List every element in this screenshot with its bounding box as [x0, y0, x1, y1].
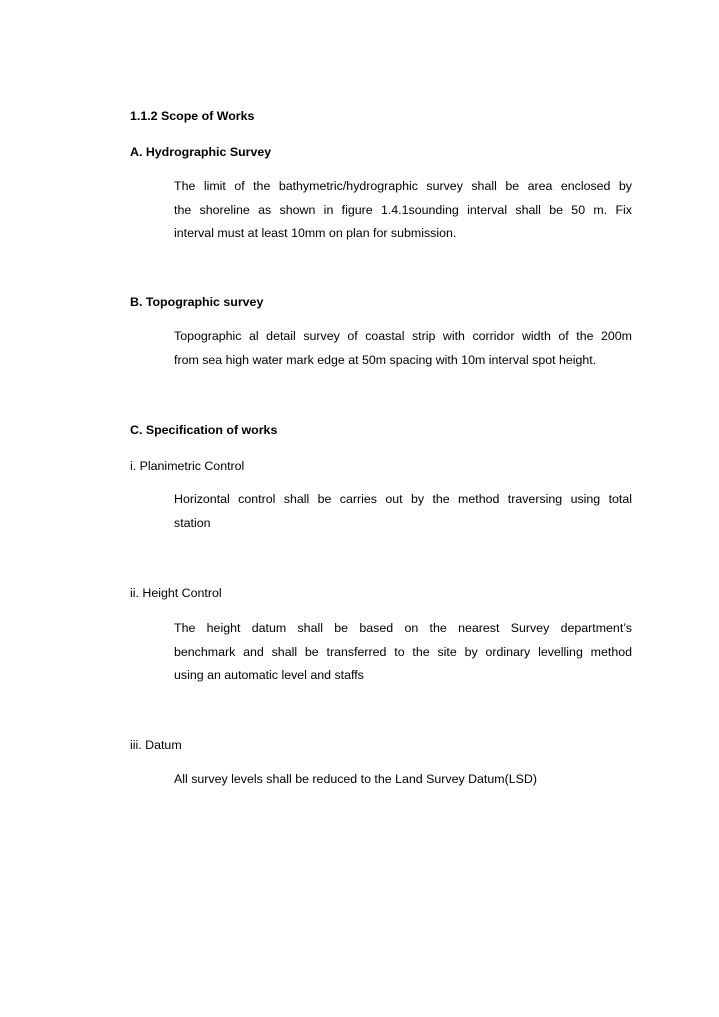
- paragraph-line: station: [174, 515, 211, 530]
- paragraph-line: from sea high water mark edge at 50m spacing with 10m interval spot height.: [174, 352, 597, 367]
- topographic-heading: B. Topographic survey: [130, 295, 264, 309]
- datum-heading: iii. Datum: [130, 738, 182, 752]
- hydrographic-heading: A. Hydrographic Survey: [130, 145, 272, 159]
- paragraph-line: Horizontal control shall be carries out by the method traversing using total: [174, 492, 632, 506]
- height-control-heading: ii. Height Control: [130, 586, 222, 600]
- paragraph-line: using an automatic level and staffs: [174, 668, 364, 682]
- height-control-paragraph: [174, 617, 632, 688]
- datum-paragraph: [174, 768, 632, 792]
- paragraph-line: the shoreline as shown in figure 1.4.1sounding interval shall be 50 m. Fix: [174, 202, 632, 217]
- paragraph-line: benchmark and shall be transferred to the site by ordinary levelling method: [174, 644, 632, 659]
- topographic-paragraph: [174, 325, 632, 372]
- planimetric-paragraph: [174, 488, 632, 535]
- paragraph-line: The limit of the bathymetric/hydrographic survey shall be area enclosed by: [174, 179, 632, 193]
- paragraph-line: All survey levels shall be reduced to the Land Survey Datum(LSD): [174, 772, 537, 786]
- paragraph-line: interval must at least 10mm on plan for submission.: [174, 226, 457, 240]
- paragraph-line: Topographic al detail survey of coastal strip with corridor width of the 200m: [174, 329, 632, 343]
- hydrographic-paragraph: [174, 175, 632, 246]
- planimetric-heading: i. Planimetric Control: [130, 459, 245, 473]
- section-title: 1.1.2 Scope of Works: [130, 109, 255, 123]
- specification-heading: C. Specification of works: [130, 423, 278, 437]
- paragraph-line: The height datum shall be based on the nearest Survey department’s: [174, 621, 632, 635]
